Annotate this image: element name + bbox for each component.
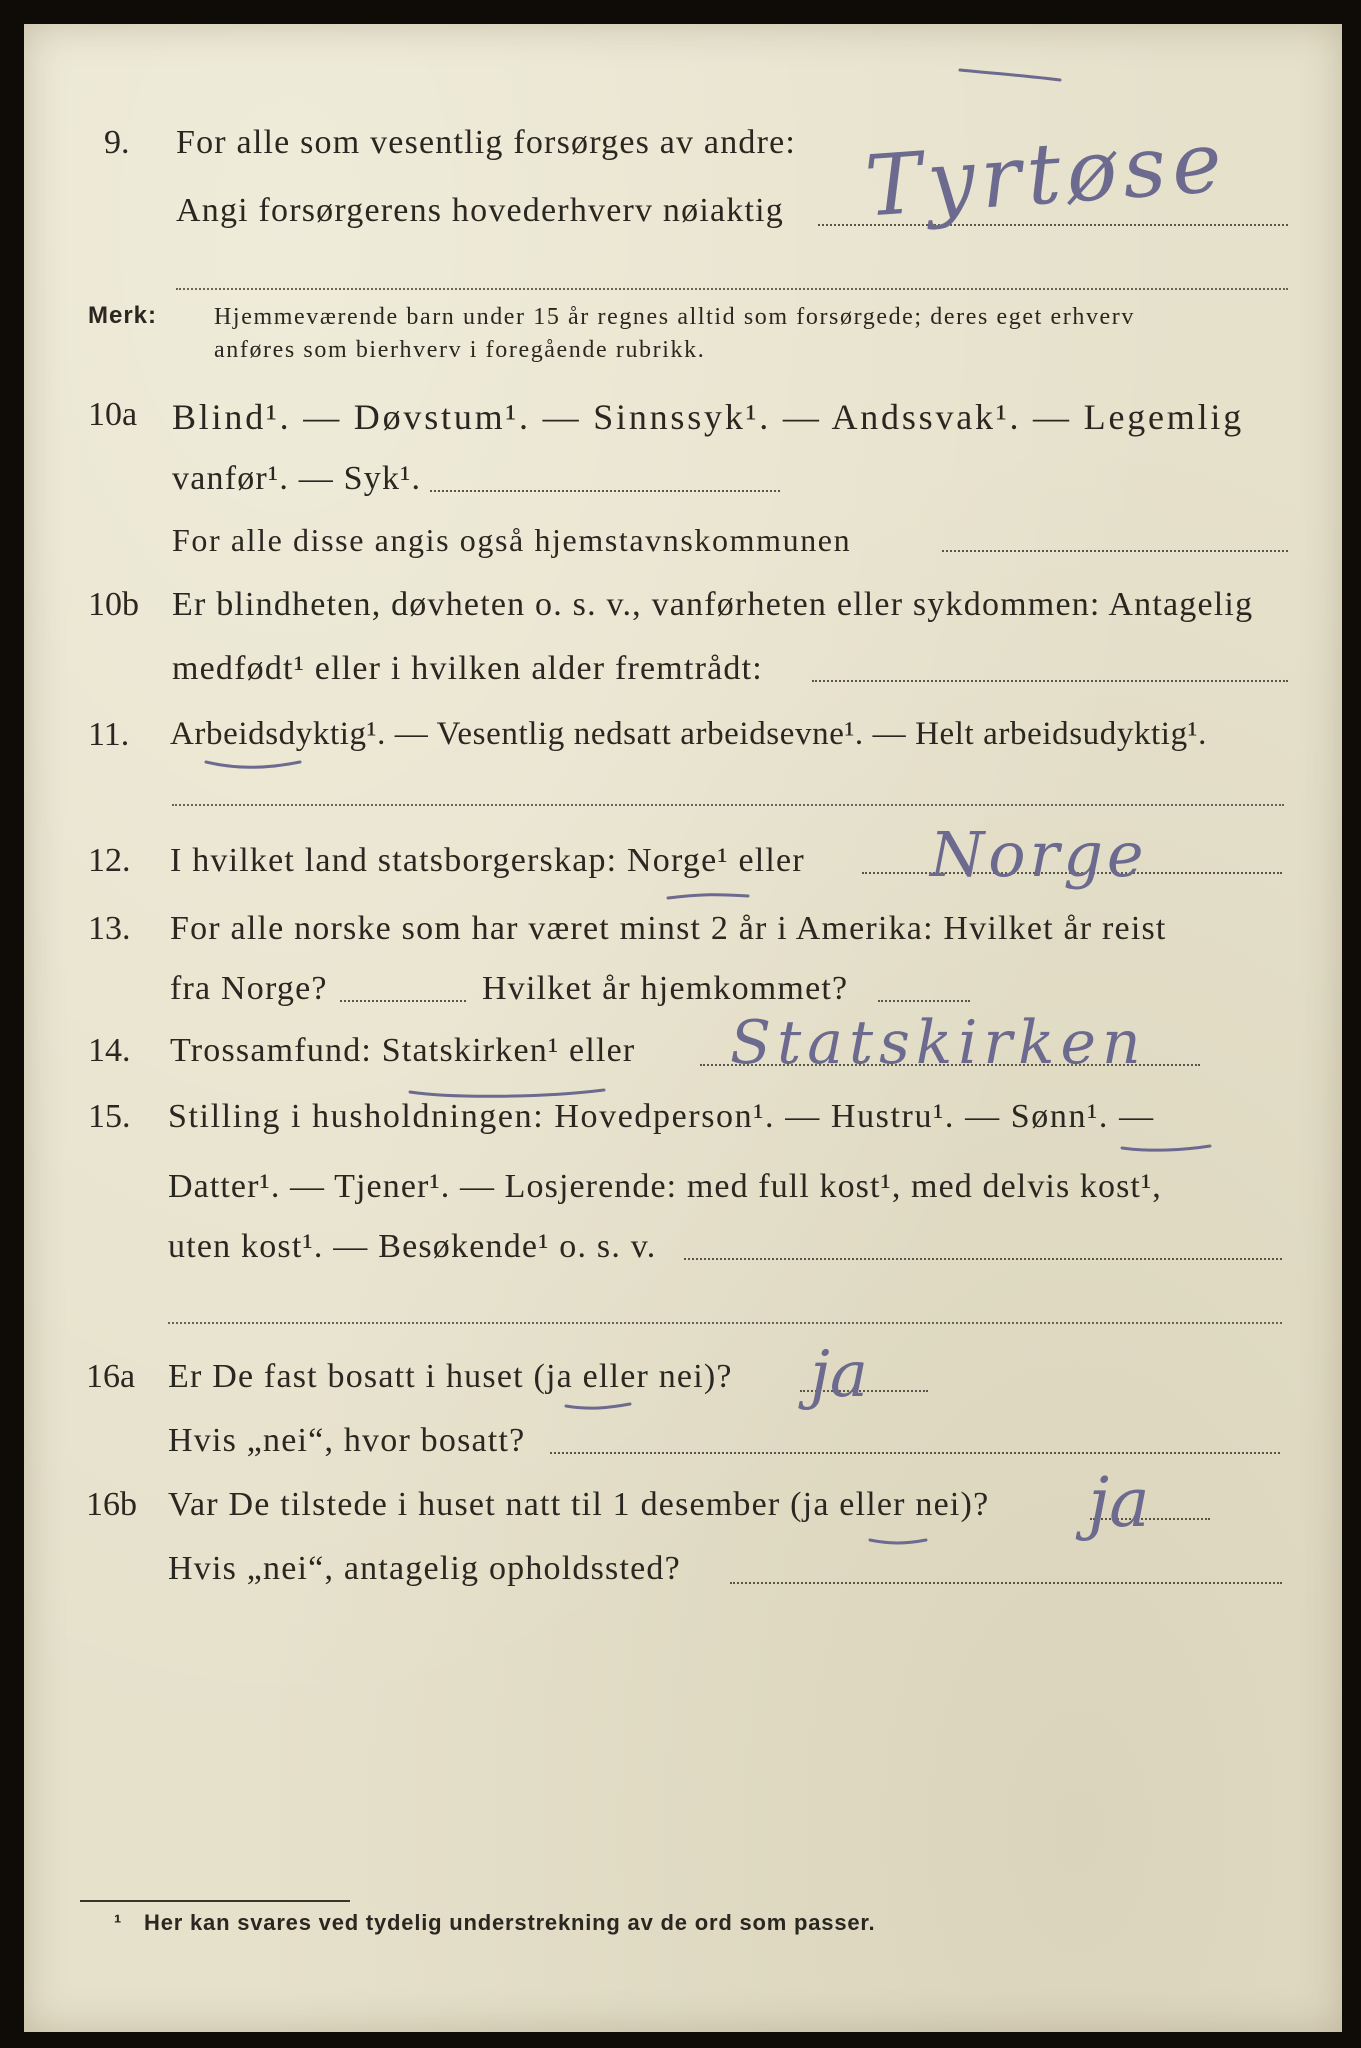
q10a-number: 10a [88,396,138,433]
q11-number: 11. [88,716,130,753]
q9-number: 9. [104,124,130,161]
q16a-number: 16a [86,1358,136,1395]
q16b-handwritten-answer: ja [1088,1464,1150,1543]
q11-line1: Arbeidsdyktig¹. — Vesentlig nedsatt arbeidsevne¹. — Helt arbeidsudyktig¹. [170,716,1208,752]
q14-line1: Trossamfund: Statskirken¹ eller [170,1032,636,1069]
q12-line1: I hvilket land statsborgerskap: Norge¹ eller [170,842,805,879]
q14-handwritten-answer: Statskirken [730,1008,1147,1078]
q10b-number: 10b [88,586,139,623]
q15-underline-sonn [1122,1146,1210,1150]
footnote-text: Her kan svares ved tydelig understrekning av de ord som passer. [144,1910,876,1935]
q9-pen-stroke [960,70,1060,80]
q14-number: 14. [88,1032,131,1069]
q12-underline-norge [668,895,748,898]
q9-line2: Angi forsørgerens hovederhverv nøiaktig [176,192,784,229]
q16a-line2: Hvis „nei“, hvor bosatt? [168,1422,526,1459]
footnote-mark: ¹ [114,1910,123,1935]
q15-line3: uten kost¹. — Besøkende¹ o. s. v. [168,1228,657,1265]
q13-line1: For alle norske som har været minst 2 år i Amerika: Hvilket år reist [170,910,1167,947]
q12-handwritten-answer: Norge [930,818,1148,891]
q10a-line2: vanfør¹. — Syk¹. [172,460,422,497]
q10a-line1: Blind¹. — Døvstum¹. — Sinnssyk¹. — Andssvak¹. — Legemlig [172,397,1245,437]
q13-line2b: Hvilket år hjemkommet? [482,970,849,1007]
q15-line2: Datter¹. — Tjener¹. — Losjerende: med full kost¹, med delvis kost¹, [168,1168,1162,1205]
q10b-line1: Er blindheten, døvheten o. s. v., vanførheten eller sykdommen: Antagelig [172,586,1254,623]
q15-number: 15. [88,1098,131,1135]
q12-number: 12. [88,842,131,879]
q16b-line2: Hvis „nei“, antagelig opholdssted? [168,1550,681,1587]
q9-line1: For alle som vesentlig forsørges av andre: [176,124,797,161]
q10b-line2: medfødt¹ eller i hvilken alder fremtrådt: [172,650,763,687]
merk-line2: anføres som bierhverv i foregående rubrikk. [214,337,706,363]
q14-underline-statskirken [410,1090,604,1096]
q16a-handwritten-answer: ja [810,1338,868,1412]
q16b-underline-ja [870,1540,926,1543]
merk-line1: Hjemmeværende barn under 15 år regnes alltid som forsørgede; deres eget erhverv [214,304,1136,330]
q15-line1: Stilling i husholdningen: Hovedperson¹. — Hustru¹. — Sønn¹. — [168,1098,1155,1135]
q9-handwritten-answer: Tyrtøse [862,112,1231,236]
q13-line2a: fra Norge? [170,970,328,1007]
q13-number: 13. [88,910,131,947]
q11-underline-arbeidsdyktig [206,762,300,767]
q16b-number: 16b [86,1486,137,1523]
q16a-line1: Er De fast bosatt i huset (ja eller nei)? [168,1358,733,1395]
merk-label: Merk: [88,302,158,329]
q16b-line1: Var De tilstede i huset natt til 1 desember (ja eller nei)? [168,1486,990,1523]
q16a-underline-ja [566,1404,630,1408]
q10a-line3: For alle disse angis også hjemstavnskommunen [172,522,852,558]
